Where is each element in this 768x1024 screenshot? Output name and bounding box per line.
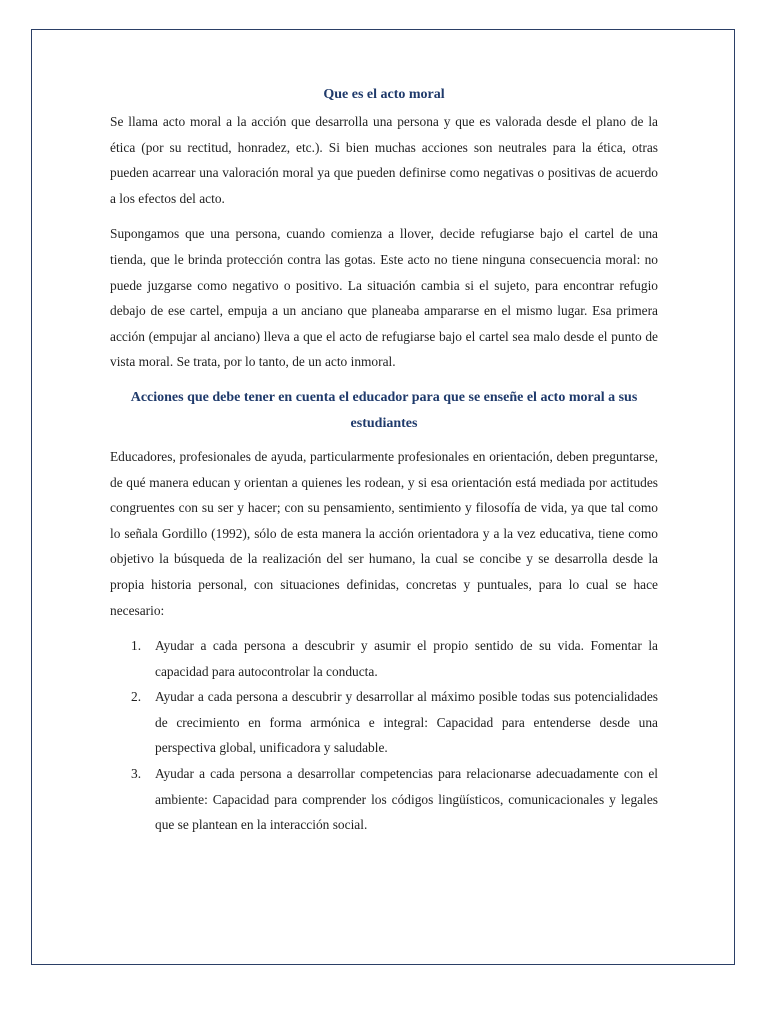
list-item-text: Ayudar a cada persona a descubrir y desarrollar al máximo posible todas sus potencialidades de crecimiento en forma armónica e integral: Capacidad para entenderse desde una perspectiva global, unificadora y saludable. [155, 689, 658, 756]
paragraph-educators: Educadores, profesionales de ayuda, particularmente profesionales en orientación, deben preguntarse, de qué manera educan y orientan a quienes les rodean, y si esa orientación está mediada por actitudes congruentes con su ser y hacer; con su pensamiento, sentimiento y filosofía de vida, ya que tal como lo señala Gordillo (1992), sólo de esta manera la acción orientadora y a la vez educativa, tiene como objetivo la búsqueda de la realización del ser humano, la cual se concibe y se desarrolla desde la propia historia personal, con situaciones definidas, concretas y puntuales, para lo cual se hace necesario: [110, 448, 658, 618]
list-item-number: 3. [131, 766, 142, 782]
list-item-number: 1. [131, 638, 142, 654]
list-item-text: Ayudar a cada persona a descubrir y asumir el propio sentido de su vida. Fomentar la capacidad para autocontrolar la conducta. [155, 638, 658, 679]
section-heading: Acciones que debe tener en cuenta el educador para que se enseñe el acto moral a sus estudiantes [130, 389, 638, 431]
list-item [110, 633, 658, 684]
list-item-number: 2. [131, 689, 142, 705]
actions-list [110, 633, 658, 838]
list-item [110, 684, 658, 761]
list-item-text: Ayudar a cada persona a desarrollar competencias para relacionarse adecuadamente con el ambiente: Capacidad para comprender los códigos lingüísticos, comunicacionales y legales que se plantean en la interacción social. [155, 766, 658, 833]
paragraph-example: Supongamos que una persona, cuando comienza a llover, decide refugiarse bajo el cartel de una tienda, que le brinda protección contra las gotas. Este acto no tiene ninguna consecuencia moral: no puede juzgarse como negativo o positivo. La situación cambia si el sujeto, para encontrar refugio debajo de ese cartel, empuja a un anciano que planeaba ampararse en el mismo lugar. Esa primera acción (empujar al anciano) lleva a que el acto de refugiarse bajo el cartel sea malo desde el punto de vista moral. Se trata, por lo tanto, de un acto inmoral. [110, 226, 658, 370]
document-title: Que es el acto moral [323, 87, 445, 102]
list-item [110, 761, 658, 838]
document-body [110, 84, 658, 838]
paragraph-definition: Se llama acto moral a la acción que desarrolla una persona y que es valorada desde el plano de la ética (por su rectitud, honradez, etc.). Si bien muchas acciones son neutrales para la ética, otras pueden acarrear una valoración moral ya que pueden definirse como negativas o positivas de acuerdo a los efectos del acto. [110, 114, 658, 206]
